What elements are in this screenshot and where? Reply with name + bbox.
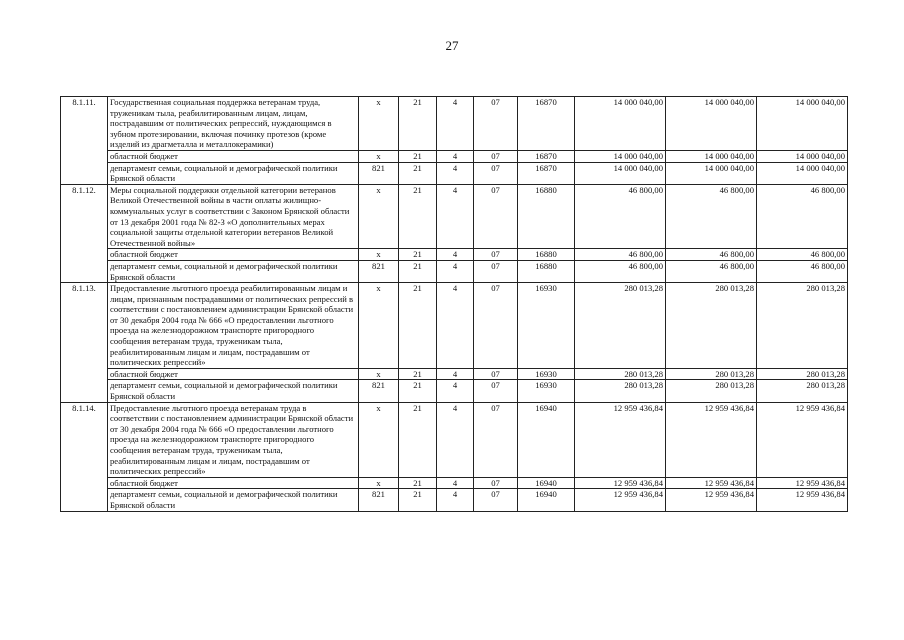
- target-article-number: 16880: [518, 184, 575, 249]
- target-article-number: 16930: [518, 368, 575, 380]
- row-description: департамент семьи, социальной и демографической политики Брянской области: [108, 380, 359, 402]
- subsection-code: 4: [437, 97, 474, 151]
- subsection-code: 4: [437, 402, 474, 477]
- target-article-code: 07: [474, 249, 518, 261]
- amount-year-3: 12 959 436,84: [757, 402, 848, 477]
- target-article-number: 16870: [518, 97, 575, 151]
- table-body: [61, 97, 848, 512]
- grbs-code: 821: [359, 260, 399, 282]
- target-article-number: 16880: [518, 260, 575, 282]
- target-article-number: 16880: [518, 249, 575, 261]
- section-code: 21: [399, 162, 437, 184]
- budget-table: [60, 96, 848, 512]
- amount-year-3: 280 013,28: [757, 283, 848, 369]
- row-description: областной бюджет: [108, 150, 359, 162]
- grbs-code: х: [359, 402, 399, 477]
- amount-year-2: 46 800,00: [666, 249, 757, 261]
- target-article-number: 16870: [518, 162, 575, 184]
- row-description: областной бюджет: [108, 477, 359, 489]
- grbs-code: 821: [359, 380, 399, 402]
- subsection-code: 4: [437, 380, 474, 402]
- amount-year-1: 14 000 040,00: [575, 97, 666, 151]
- amount-year-3: 280 013,28: [757, 368, 848, 380]
- amount-year-2: 280 013,28: [666, 380, 757, 402]
- amount-year-1: 280 013,28: [575, 380, 666, 402]
- amount-year-3: 14 000 040,00: [757, 150, 848, 162]
- target-article-number: 16940: [518, 402, 575, 477]
- subsection-code: 4: [437, 249, 474, 261]
- amount-year-1: 46 800,00: [575, 184, 666, 249]
- amount-year-1: 12 959 436,84: [575, 489, 666, 511]
- amount-year-1: 280 013,28: [575, 368, 666, 380]
- row-description: Меры социальной поддержки отдельной категории ветеранов Великой Отечественной войны в части оплаты жилищно-коммунальных услуг в соответствии с Законом Брянской области от 13 декабря 2001 года № 82-З «О дополнительных мерах социальной защиты отдельной категории ветеранов Великой Отечественной войны»: [108, 184, 359, 249]
- table-row: [61, 489, 848, 511]
- grbs-code: х: [359, 477, 399, 489]
- section-code: 21: [399, 380, 437, 402]
- section-code: 21: [399, 97, 437, 151]
- row-description: департамент семьи, социальной и демографической политики Брянской области: [108, 489, 359, 511]
- amount-year-1: 280 013,28: [575, 283, 666, 369]
- subsection-code: 4: [437, 162, 474, 184]
- grbs-code: х: [359, 184, 399, 249]
- subsection-code: 4: [437, 260, 474, 282]
- target-article-code: 07: [474, 150, 518, 162]
- target-article-number: 16930: [518, 283, 575, 369]
- subsection-code: 4: [437, 477, 474, 489]
- grbs-code: х: [359, 97, 399, 151]
- table-row: [61, 283, 848, 369]
- target-article-code: 07: [474, 260, 518, 282]
- grbs-code: х: [359, 249, 399, 261]
- row-description: департамент семьи, социальной и демографической политики Брянской области: [108, 260, 359, 282]
- amount-year-3: 12 959 436,84: [757, 489, 848, 511]
- target-article-code: 07: [474, 380, 518, 402]
- section-code: 21: [399, 402, 437, 477]
- section-code: 21: [399, 150, 437, 162]
- section-code: 21: [399, 283, 437, 369]
- amount-year-3: 46 800,00: [757, 260, 848, 282]
- amount-year-3: 14 000 040,00: [757, 162, 848, 184]
- target-article-code: 07: [474, 368, 518, 380]
- page-number: 27: [445, 38, 459, 53]
- amount-year-2: 14 000 040,00: [666, 97, 757, 151]
- row-description: Предоставление льготного проезда ветеранам труда в соответствии с постановлением администрации Брянской области от 30 декабря 2004 года № 666 «О предоставлении льготного проезда на железнодорожном транспорте пригородного сообщения ветеранам труда, труженикам тыла, реабилитированным лицам и лицам, пострадавшим от политических репрессий»: [108, 402, 359, 477]
- row-description: Предоставление льготного проезда реабилитированным лицам и лицам, признанным пострадавшими от политических репрессий в соответствии с постановлением администрации Брянской области от 30 декабря 2004 года № 666 «О предоставлении льготного проезда на железнодорожном транспорте пригородного сообщения ветеранам труда, труженикам тыла, реабилитированным лицам и лицам, пострадавшим от политических репрессий»: [108, 283, 359, 369]
- section-code: 21: [399, 249, 437, 261]
- amount-year-1: 14 000 040,00: [575, 150, 666, 162]
- amount-year-2: 12 959 436,84: [666, 402, 757, 477]
- amount-year-3: 12 959 436,84: [757, 477, 848, 489]
- table-row: [61, 477, 848, 489]
- section-code: 21: [399, 489, 437, 511]
- section-code: 21: [399, 184, 437, 249]
- row-number: 8.1.14.: [61, 402, 108, 511]
- grbs-code: х: [359, 150, 399, 162]
- amount-year-1: 12 959 436,84: [575, 477, 666, 489]
- row-number: 8.1.13.: [61, 283, 108, 403]
- amount-year-2: 12 959 436,84: [666, 477, 757, 489]
- row-description: областной бюджет: [108, 249, 359, 261]
- table-row: [61, 97, 848, 151]
- subsection-code: 4: [437, 489, 474, 511]
- amount-year-2: 12 959 436,84: [666, 489, 757, 511]
- subsection-code: 4: [437, 184, 474, 249]
- table-row: [61, 402, 848, 477]
- subsection-code: 4: [437, 368, 474, 380]
- target-article-number: 16940: [518, 489, 575, 511]
- amount-year-1: 46 800,00: [575, 260, 666, 282]
- subsection-code: 4: [437, 150, 474, 162]
- target-article-code: 07: [474, 184, 518, 249]
- table-row: [61, 260, 848, 282]
- amount-year-2: 280 013,28: [666, 368, 757, 380]
- table-row: [61, 380, 848, 402]
- row-description: областной бюджет: [108, 368, 359, 380]
- row-number: 8.1.12.: [61, 184, 108, 282]
- amount-year-1: 12 959 436,84: [575, 402, 666, 477]
- amount-year-3: 280 013,28: [757, 380, 848, 402]
- row-description: Государственная социальная поддержка ветеранам труда, труженикам тыла, реабилитированным лицам, лицам, пострадавшим от политических репрессий, нуждающимся в зубном протезировании, включая починку протезов (кроме изделий из драгметалла и металлокерамики): [108, 97, 359, 151]
- table-row: [61, 368, 848, 380]
- table-row: [61, 162, 848, 184]
- section-code: 21: [399, 477, 437, 489]
- amount-year-3: 46 800,00: [757, 184, 848, 249]
- target-article-number: 16930: [518, 380, 575, 402]
- amount-year-2: 46 800,00: [666, 260, 757, 282]
- amount-year-2: 14 000 040,00: [666, 162, 757, 184]
- amount-year-2: 280 013,28: [666, 283, 757, 369]
- amount-year-3: 14 000 040,00: [757, 97, 848, 151]
- amount-year-3: 46 800,00: [757, 249, 848, 261]
- amount-year-2: 46 800,00: [666, 184, 757, 249]
- grbs-code: х: [359, 283, 399, 369]
- amount-year-2: 14 000 040,00: [666, 150, 757, 162]
- target-article-code: 07: [474, 489, 518, 511]
- table-row: [61, 249, 848, 261]
- target-article-number: 16940: [518, 477, 575, 489]
- amount-year-1: 14 000 040,00: [575, 162, 666, 184]
- target-article-code: 07: [474, 477, 518, 489]
- target-article-code: 07: [474, 402, 518, 477]
- target-article-code: 07: [474, 162, 518, 184]
- table-row: [61, 150, 848, 162]
- row-description: департамент семьи, социальной и демографической политики Брянской области: [108, 162, 359, 184]
- section-code: 21: [399, 260, 437, 282]
- table-row: [61, 184, 848, 249]
- target-article-code: 07: [474, 283, 518, 369]
- section-code: 21: [399, 368, 437, 380]
- target-article-code: 07: [474, 97, 518, 151]
- target-article-number: 16870: [518, 150, 575, 162]
- grbs-code: 821: [359, 489, 399, 511]
- amount-year-1: 46 800,00: [575, 249, 666, 261]
- subsection-code: 4: [437, 283, 474, 369]
- row-number: 8.1.11.: [61, 97, 108, 185]
- grbs-code: 821: [359, 162, 399, 184]
- grbs-code: х: [359, 368, 399, 380]
